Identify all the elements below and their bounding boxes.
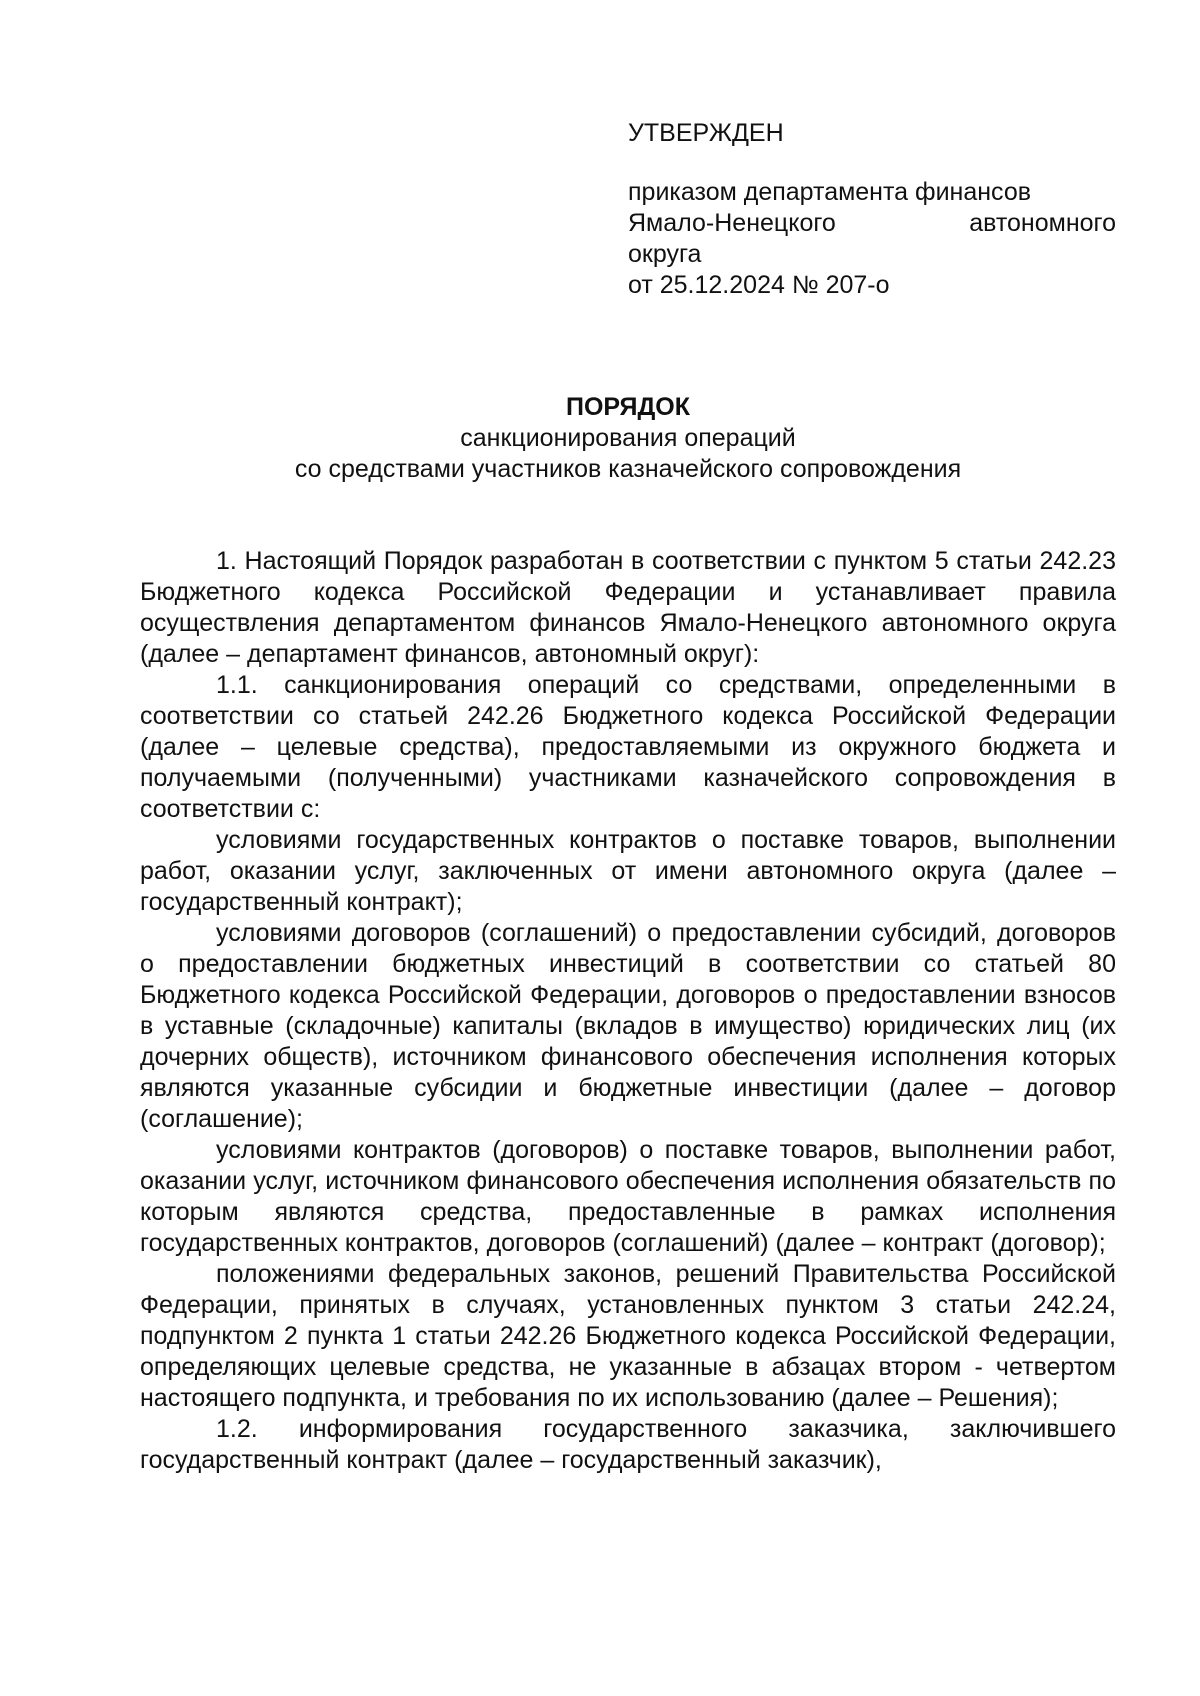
document-subtitle: санкционирования операций xyxy=(460,424,796,452)
paragraph: условиями государственных контрактов о поставке товаров, выполнении работ, оказании услуг, заключенных от имени автономного округа (далее – государственный контракт); xyxy=(140,826,1116,916)
approval-block xyxy=(628,118,1116,301)
approval-line: приказом департамента финансов xyxy=(628,178,1032,206)
approval-line: от 25.12.2024 № 207-о xyxy=(628,271,890,299)
paragraph: положениями федеральных законов, решений Правительства Российской Федерации, принятых в случаях, установленных пунктом 3 статьи 242.24, подпунктом 2 пункта 1 статьи 242.26 Бюджетного кодекса Российской Федерации, определяющих целевые средства, не указанные в абзацах втором - четвертом настоящего подпункта, и требования по их использованию (далее – Решения); xyxy=(140,1260,1116,1412)
approval-heading: УТВЕРЖДЕН xyxy=(628,119,784,147)
document-body xyxy=(140,546,1116,1476)
document-subtitle: со средствами участников казначейского сопровождения xyxy=(294,455,962,483)
approval-line: Ямало-Ненецкого автономного xyxy=(628,209,1116,237)
paragraph: 1. Настоящий Порядок разработан в соответствии с пунктом 5 статьи 242.23 Бюджетного кодекса Российской Федерации и устанавливает правила осуществления департаментом финансов Ямало-Ненецкого автономного округа (далее – департамент финансов, автономный округ): xyxy=(140,547,1116,668)
document-title-block xyxy=(140,392,1116,485)
document-title: ПОРЯДОК xyxy=(566,393,690,421)
paragraph: 1.1. санкционирования операций со средствами, определенными в соответствии со статьей 242.26 Бюджетного кодекса Российской Федерации (далее – целевые средства), предоставляемыми из окружного бюджета и получаемыми (полученными) участниками казначейского сопровождения в соответствии с: xyxy=(140,671,1116,823)
paragraph: 1.2. информирования государственного заказчика, заключившего государственный контракт (далее – государственный заказчик), xyxy=(140,1415,1116,1474)
approval-line: округа xyxy=(628,240,702,268)
paragraph: условиями контрактов (договоров) о поставке товаров, выполнении работ, оказании услуг, источником финансового обеспечения исполнения обязательств по которым являются средства, предоставленные в рамках исполнения государственных контрактов, договоров (соглашений) (далее – контракт (договор); xyxy=(140,1136,1116,1257)
paragraph: условиями договоров (соглашений) о предоставлении субсидий, договоров о предоставлении бюджетных инвестиций в соответствии со статьей 80 Бюджетного кодекса Российской Федерации, договоров о предоставлении взносов в уставные (складочные) капиталы (вкладов в имущество) юридических лиц (их дочерних обществ), источником финансового обеспечения исполнения которых являются указанные субсидии и бюджетные инвестиции (далее – договор (соглашение); xyxy=(140,919,1116,1133)
